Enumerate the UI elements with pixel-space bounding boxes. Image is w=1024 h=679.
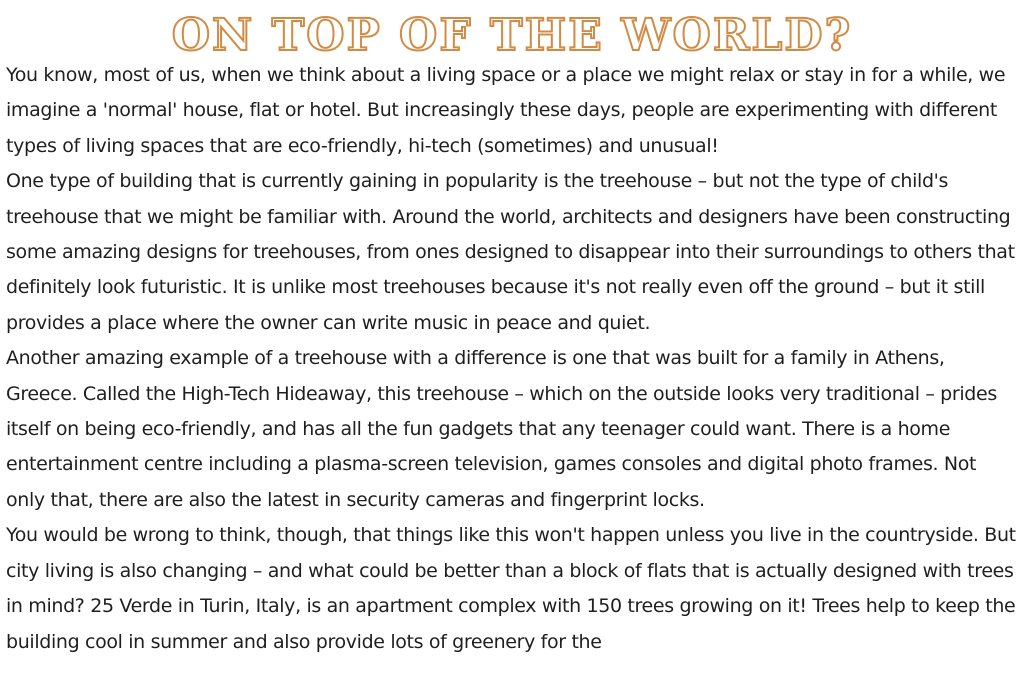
paragraph-high-tech-hideaway: Another amazing example of a treehouse with a difference is one that was built for a family in Athens, Greece. Called the High-Tech Hideaway, this treehouse – which on the outside looks very traditional – prides itself on being eco-friendly, and has all the fun gadgets that any teenager could want. There is a home entertainment centre including a plasma-screen television, games consoles and digital photo frames. Not only that, there are also the latest in security cameras and fingerprint locks. — [6, 347, 997, 511]
article-body — [6, 58, 1018, 660]
paragraph-city-living: You would be wrong to think, though, that things like this won't happen unless you live in the countryside. But city living is also changing – and what could be better than a block of flats that is actually designed with trees in mind? 25 Verde in Turin, Italy, is an apartment complex with 150 trees growing on it! Trees help to keep the building cool in summer and also provide lots of greenery for the — [6, 524, 1016, 653]
paragraph-intro: You know, most of us, when we think about a living space or a place we might relax or stay in for a while, we imagine a 'normal' house, flat or hotel. But increasingly these days, people are experimenting with different types of living spaces that are eco-friendly, hi-tech (sometimes) and unusual! — [6, 64, 1006, 157]
paragraph-treehouse-popularity: One type of building that is currently gaining in popularity is the treehouse – but not the type of child's treehouse that we might be familiar with. Around the world, architects and designers have been constructing some amazing designs for treehouses, from ones designed to disappear into their surroundings to others that definitely look futuristic. It is unlike most treehouses because it's not really even off the ground – but it still provides a place where the owner can write music in peace and quiet. — [6, 170, 1015, 334]
page-title: ON TOP OF THE WORLD? — [171, 10, 853, 61]
